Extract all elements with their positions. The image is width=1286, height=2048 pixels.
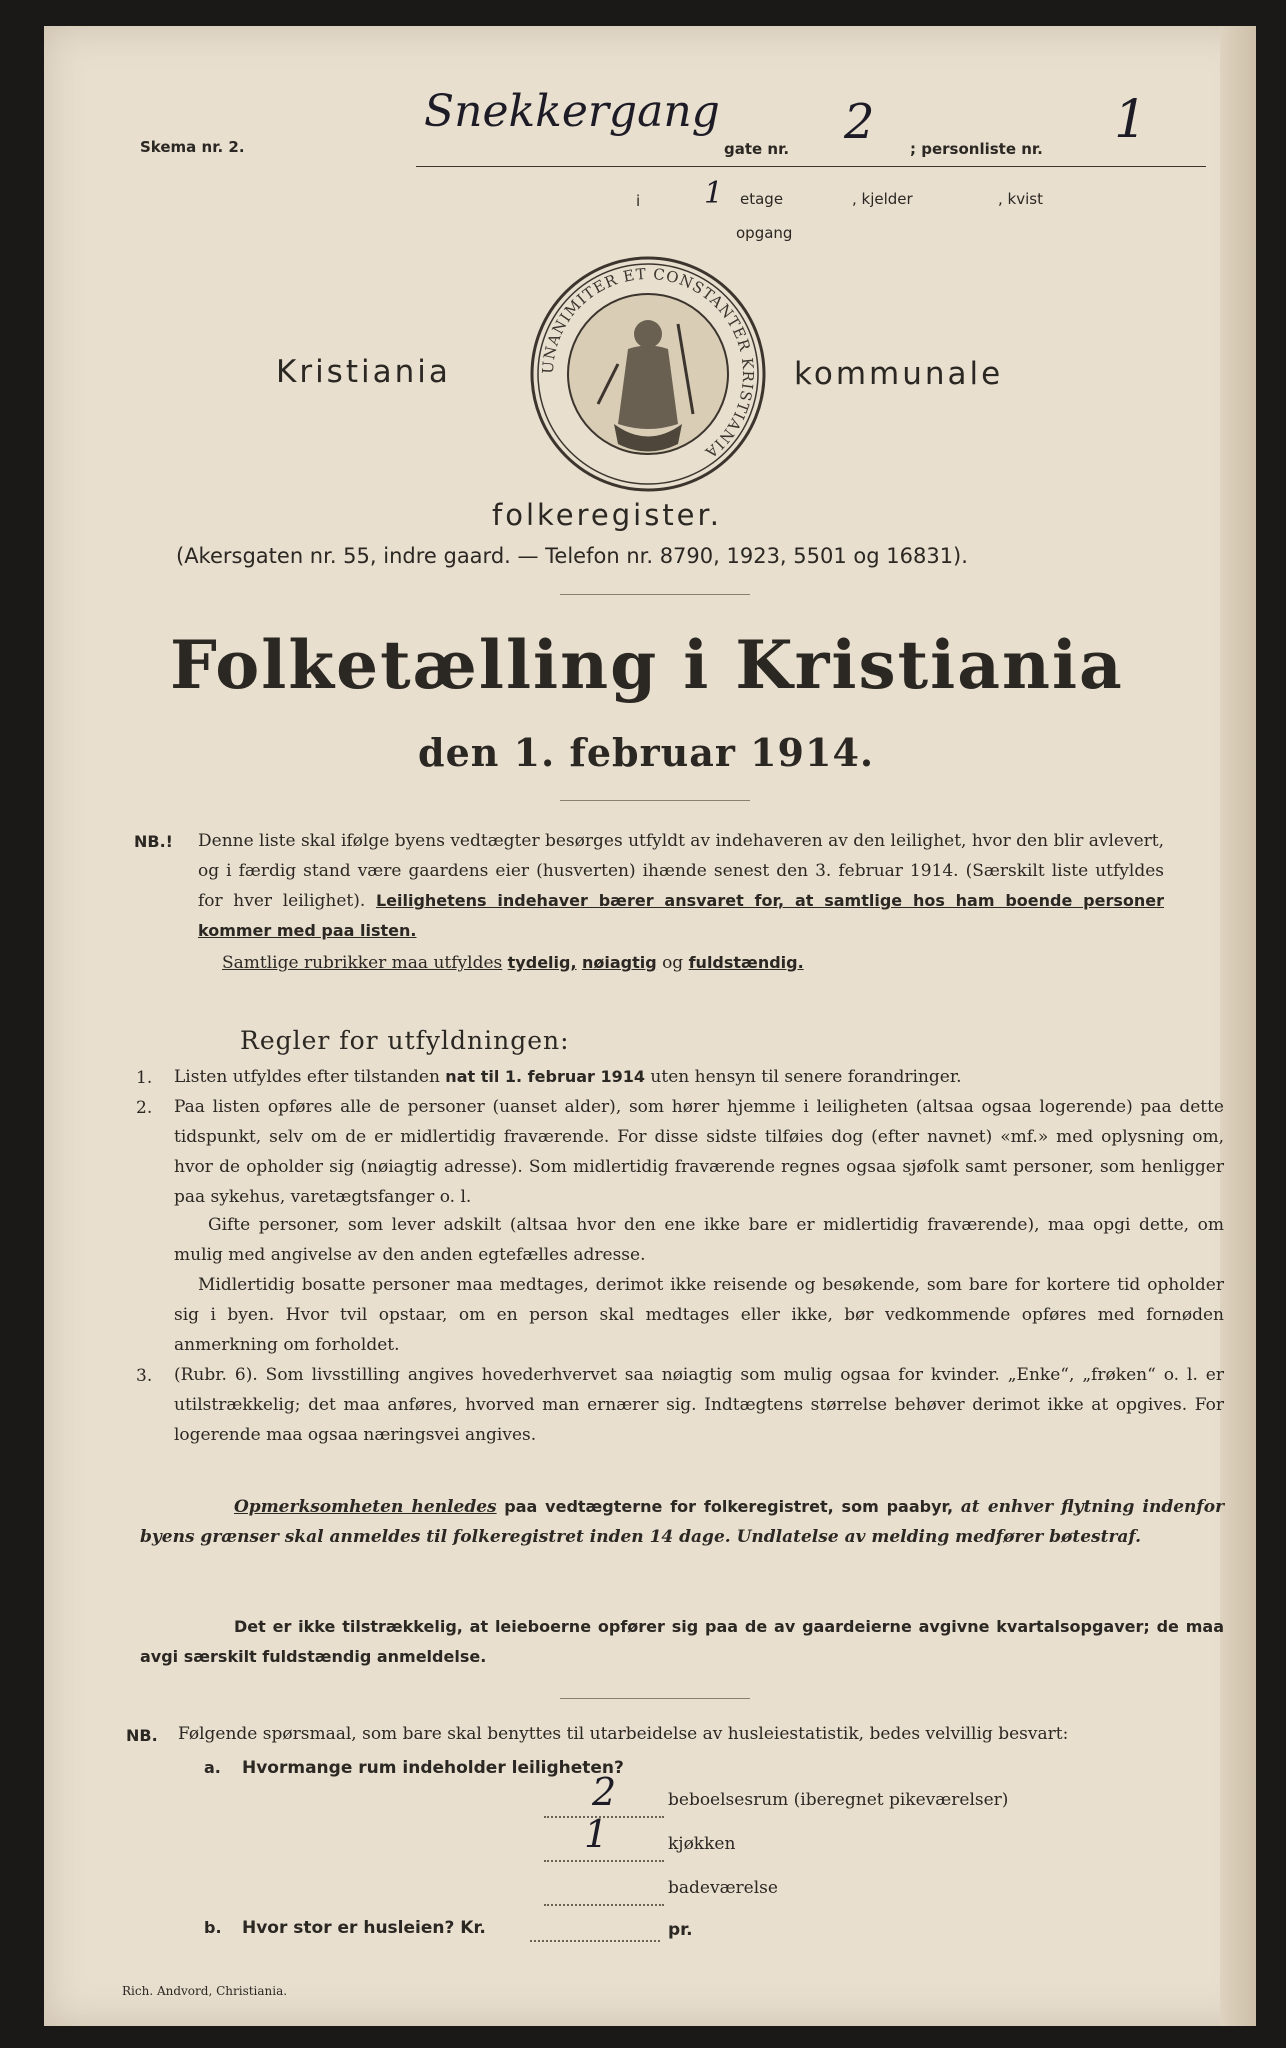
office-address: (Akersgaten nr. 55, indre gaard. — Telefon nr. 8790, 1923, 5501 og 16831). (176, 544, 968, 568)
document-page (44, 26, 1256, 2026)
rules-heading: Regler for utfyldningen: (240, 1026, 570, 1055)
nb1-text: Denne liste skal ifølge byens vedtægter besørges utfyldt av indehaveren av den leilighet, hvor den blir avlevert, og i færdig stand være gaardens eier (husverten) ihænde senest den 3. februar 1914. (Særskilt liste utfyldes for hver leilighet). (198, 831, 1165, 911)
rule-1-c: uten hensyn til senere forandringer. (650, 1067, 962, 1087)
i-label: i (636, 192, 641, 210)
rooms-label: beboelsesrum (iberegnet pikeværelser) (668, 1790, 1009, 1810)
question-b-label: b. (204, 1918, 222, 1937)
opgang-label: opgang (736, 224, 793, 242)
divider (560, 800, 750, 801)
nb1-line2-b: tydelig, (507, 953, 577, 972)
seal-left-text: Kristiania (276, 354, 451, 390)
page-subtitle: den 1. februar 1914. (418, 730, 875, 775)
seal-emblem-icon (528, 254, 768, 494)
question-a-label: a. (204, 1758, 221, 1777)
rule-1 (174, 1062, 1154, 1092)
rule-1-b: nat til 1. februar 1914 (445, 1067, 646, 1086)
question-b: Hvor stor er husleien? Kr. (242, 1918, 486, 1938)
rule-3-number: 3. (136, 1366, 153, 1386)
rule-1-a: Listen utfyldes efter tilstanden (174, 1067, 440, 1087)
rule-1-number: 1. (136, 1068, 153, 1088)
rule-3: (Rubr. 6). Som livsstilling angives hovederhvervet saa nøiagtig som mulig ogsaa for kvinder. „Enke“, „frøken“ o. l. er utilstrækkelig; det maa anføres, hvorved man ernærer sig. Indtægtens størrelse behøver derimot ikke at opgives. For logerende maa ogsaa næringsvei angives. (174, 1365, 1224, 1445)
bath-label: badeværelse (668, 1878, 778, 1898)
kitchen-label: kjøkken (668, 1834, 736, 1854)
divider (560, 1698, 750, 1699)
rule-2-paragraph-2: Gifte personer, som lever adskilt (altsaa hvor den ene ikke bare er midlertidig fraværende), maa opgi dette, om mulig med angivelse av den anden egtefælles adresse. (174, 1215, 1224, 1265)
printer-imprint-text: Rich. Andvord, Christiania. (122, 1984, 288, 1998)
nb1-line2-d: og (662, 953, 684, 973)
header-underline (416, 166, 1206, 167)
personliste-number-handwritten: 1 (1114, 90, 1148, 150)
office-name: folkeregister. (492, 498, 723, 532)
attention-text-2-content: Det er ikke tilstrækkelig, at leieboerne opfører sig paa de av gaardeierne avgivne kvartalsopgaver; de maa avgi særskilt fuldstændig anmeldelse. (140, 1617, 1224, 1666)
nb1-line2-c: nøiagtig (581, 953, 657, 972)
nb1-line2-e: fuldstændig. (688, 953, 804, 972)
personliste-label: ; personliste nr. (910, 140, 1043, 158)
nb1-paragraph (198, 826, 1164, 946)
street-name-handwritten: Snekkergang (424, 86, 720, 137)
attention-italic: at enhver flytning indenfor byens grænser skal anmeldes til folkeregistret inden 14 dage. Undlatelse av melding medfører bøtestraf. (140, 1497, 1225, 1547)
kitchen-value: 1 (584, 1812, 609, 1856)
kvist-label: , kvist (998, 190, 1043, 208)
gate-number-handwritten: 2 (844, 94, 875, 150)
attention-text-2 (140, 1612, 1224, 1672)
rent-field[interactable] (530, 1916, 660, 1942)
rooms-value: 2 (592, 1770, 617, 1814)
nb2-intro: Følgende spørsmaal, som bare skal benyttes til utarbeidelse av husleiestatistik, bedes velvillig besvart: (178, 1724, 1069, 1744)
etage-handwritten: 1 (704, 176, 724, 211)
question-a: Hvormange rum indeholder leiligheten? (242, 1758, 624, 1778)
kjelder-label: , kjelder (852, 190, 913, 208)
page-title: Folketælling i Kristiania (170, 626, 1124, 704)
etage-label: etage (740, 190, 784, 208)
page-edge (1220, 26, 1256, 2026)
rule-2-paragraph-3: Midlertidig bosatte personer maa medtages, derimot ikke reisende og besøkende, som bare for kortere tid opholder sig i byen. Hvor tvil opstaar, om en person skal medtages eller ikke, bør vedkommende opføres med fornøden anmerkning om forholdet. (174, 1275, 1224, 1355)
attention-text-1: paa vedtægterne for folkeregistret, som paabyr, (504, 1497, 954, 1516)
attention-paragraph (140, 1492, 1224, 1552)
rule-2-number: 2. (136, 1098, 153, 1118)
rent-period-label: pr. (668, 1920, 693, 1940)
nb1-responsibility: Leilighetens indehaver bærer ansvaret for, at samtlige hos ham boende personer kommer med paa listen. (198, 891, 1164, 940)
rule-2-paragraph-1: Paa listen opføres alle de personer (uanset alder), som hører hjemme i leiligheten (altsaa ogsaa logerende) paa dette tidspunkt, selv om de er midlertidig fraværende. For disse sidste tilføies dog (efter navnet) «mf.» med oplysning om, hvor de opholder sig (nøiagtig adresse). Som midlertidig fraværende regnes ogsaa sjøfolk samt personer, som henligger paa sykehus, varetægtsfanger o. l. (174, 1097, 1224, 1207)
bath-field[interactable] (544, 1874, 664, 1906)
divider (560, 594, 750, 595)
seal-right-text: kommunale (794, 356, 1004, 392)
gate-label: gate nr. (724, 140, 790, 158)
skema-number: Skema nr. 2. (140, 138, 245, 156)
nb1-line2 (222, 948, 1122, 978)
nb1-label: NB.! (134, 832, 173, 851)
nb1-line2-a: Samtlige rubrikker maa utfyldes (222, 953, 503, 973)
attention-label: Opmerksomheten henledes (234, 1497, 497, 1517)
city-seal (528, 254, 768, 494)
seal-ring-text: UNANIMITER ET CONSTANTER KRISTIANIA (538, 264, 758, 462)
nb2-label: NB. (126, 1726, 158, 1745)
